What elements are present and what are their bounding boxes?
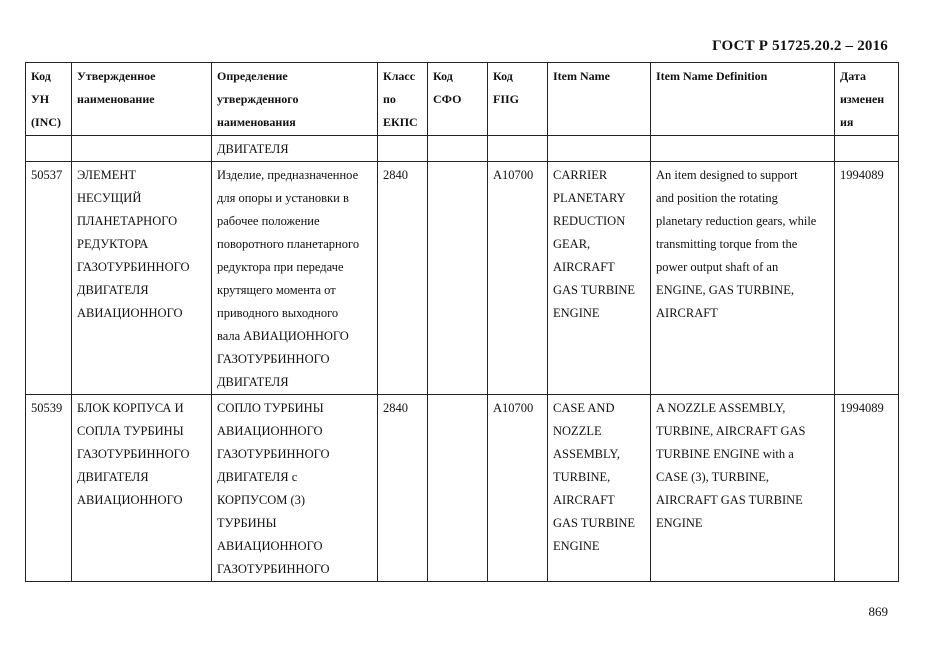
table-cell [378,136,428,162]
table-cell [548,136,651,162]
table-row [26,395,899,582]
table-cell [72,136,212,162]
col-header-class: Класс по ЕКПС [378,63,428,136]
table-cell: A NOZZLE ASSEMBLY, TURBINE, AIRCRAFT GAS TURBINE ENGINE with a CASE (3), TURBINE, AIRCRAFT GAS TURBINE ENGINE [651,395,835,582]
table-cell [835,136,899,162]
table-cell [488,136,548,162]
table-row [26,162,899,395]
table-cell: An item designed to support and position the rotating planetary reduction gears, while transmitting torque from the power output shaft of an ENGINE, GAS TURBINE, AIRCRAFT [651,162,835,395]
col-header-inc: Код УН (INC) [26,63,72,136]
col-header-sfo: Код СФО [428,63,488,136]
col-header-fiig: Код FIIG [488,63,548,136]
table-header-row [26,63,899,136]
table-cell: CARRIER PLANETARY REDUCTION GEAR, AIRCRAFT GAS TURBINE ENGINE [548,162,651,395]
table-cell: 50539 [26,395,72,582]
table-cell [428,395,488,582]
col-header-item-name-definition: Item Name Definition [651,63,835,136]
table-cell [651,136,835,162]
standard-header: ГОСТ Р 51725.20.2 – 2016 [712,38,888,54]
col-header-definition: Определение утвержденного наименования [212,63,378,136]
table-cell: ЭЛЕМЕНТ НЕСУЩИЙ ПЛАНЕТАРНОГО РЕДУКТОРА ГАЗОТУРБИННОГО ДВИГАТЕЛЯ АВИАЦИОННОГО [72,162,212,395]
table-cell: 1994089 [835,395,899,582]
col-header-item-name: Item Name [548,63,651,136]
table-cell: 2840 [378,162,428,395]
page-number: 869 [868,604,888,619]
table-cell: 50537 [26,162,72,395]
catalog-table [25,62,899,582]
continuation-row [26,136,899,162]
table-cell: 2840 [378,395,428,582]
col-header-change-date: Дата изменен ия [835,63,899,136]
table-cell: A10700 [488,162,548,395]
table-cell [26,136,72,162]
table-cell: Изделие, предназначенное для опоры и установки в рабочее положение поворотного планетарного редуктора при передаче крутящего момента от приводного выходного вала АВИАЦИОННОГО ГАЗОТУРБИННОГО ДВИГАТЕЛЯ [212,162,378,395]
table-cell: СОПЛО ТУРБИНЫ АВИАЦИОННОГО ГАЗОТУРБИННОГО ДВИГАТЕЛЯ с КОРПУСОМ (3) ТУРБИНЫ АВИАЦИОННОГО ГАЗОТУРБИННОГО [212,395,378,582]
col-header-approved-name: Утвержденное наименование [72,63,212,136]
table-cell [428,136,488,162]
table-cell [428,162,488,395]
table-cell: ДВИГАТЕЛЯ [212,136,378,162]
table-cell: БЛОК КОРПУСА И СОПЛА ТУРБИНЫ ГАЗОТУРБИННОГО ДВИГАТЕЛЯ АВИАЦИОННОГО [72,395,212,582]
table-cell: CASE AND NOZZLE ASSEMBLY, TURBINE, AIRCRAFT GAS TURBINE ENGINE [548,395,651,582]
table-cell: A10700 [488,395,548,582]
table-cell: 1994089 [835,162,899,395]
